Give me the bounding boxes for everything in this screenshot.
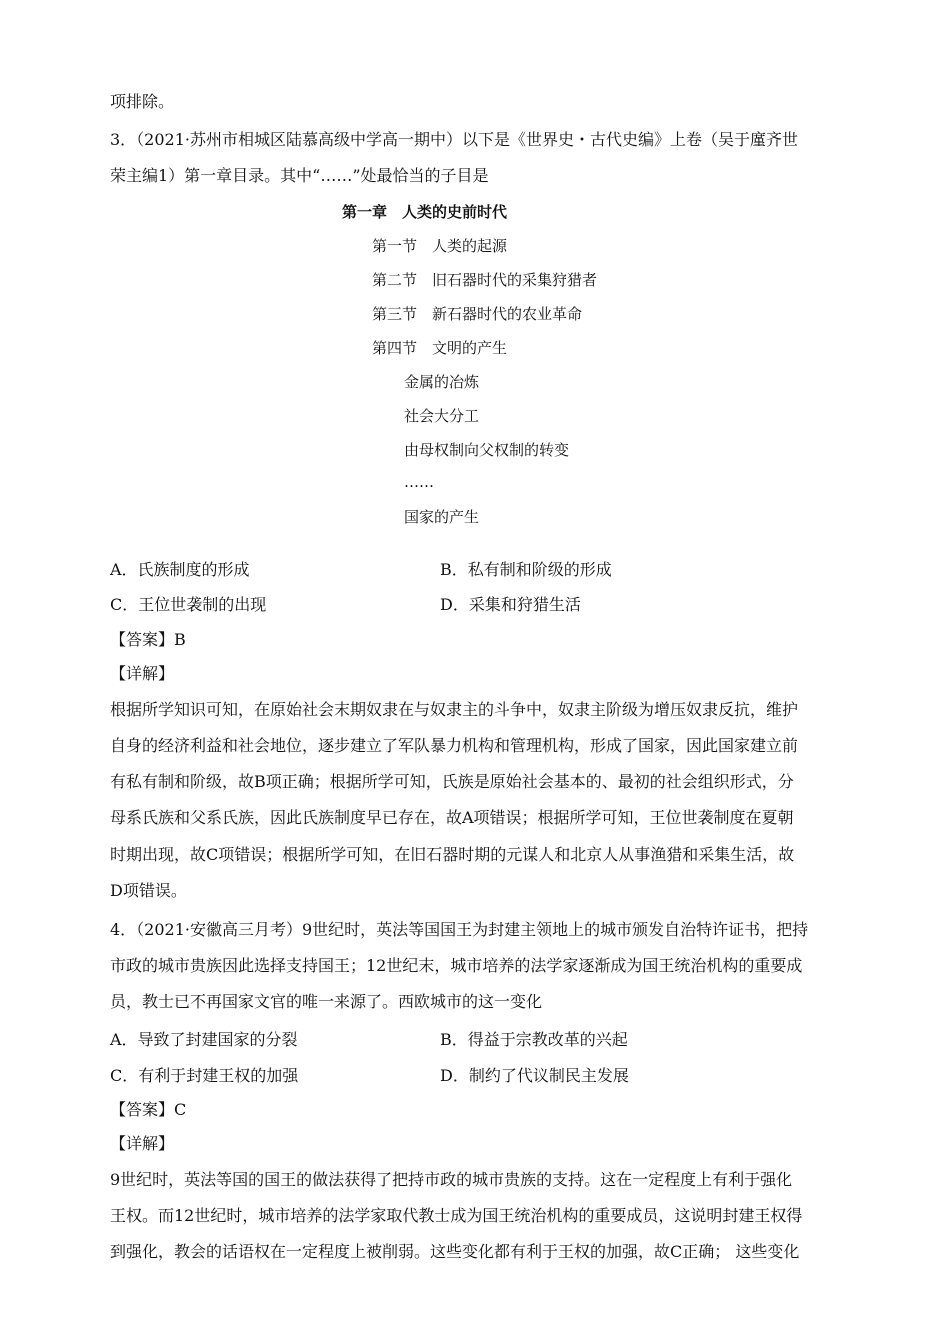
q3-detail-line: D项错误。 (110, 881, 187, 900)
q3-detail-line: 有私有制和阶级，故B项正确；根据所学可知，氏族是原始社会基本的、最初的社会组织形式，分 (110, 772, 794, 791)
toc-subitem: 国家的产生 (404, 508, 480, 526)
q4-option-a: A．导致了封建国家的分裂 (110, 1030, 298, 1049)
toc-subitem: 社会大分工 (404, 407, 480, 425)
q3-stem-line-1: 3．（2021·苏州市相城区陆慕高级中学高一期中）以下是《世界史・古代史编》上卷（吴于廑齐世 (110, 130, 798, 149)
q3-option-b: B．私有制和阶级的形成 (440, 560, 612, 579)
q3-detail-line: 母系氏族和父系氏族，因此氏族制度早已存在，故A项错误；根据所学可知，王位世袭制度在夏朝 (110, 808, 794, 827)
q4-option-c: C．有利于封建王权的加强 (110, 1066, 299, 1085)
q4-stem-line: 员，教士已不再国家文官的唯一来源了。西欧城市的这一变化 (110, 992, 543, 1011)
q4-answer: 【答案】C (110, 1100, 187, 1119)
q3-detail-line: 自身的经济利益和社会地位，逐步建立了军队暴力机构和管理机构，形成了国家，因此国家建立前 (110, 736, 799, 755)
q4-option-b: B．得益于宗教改革的兴起 (440, 1030, 628, 1049)
toc-subitem: 由母权制向父权制的转变 (404, 441, 570, 459)
carryover-line: 项排除。 (110, 92, 175, 111)
toc-subitem: 金属的冶炼 (404, 373, 480, 391)
q3-detail-line: 时期出现，故C项错误；根据所学可知，在旧石器时期的元谋人和北京人从事渔猎和采集生活，故 (110, 845, 795, 864)
q4-stem-line: 市政的城市贵族因此选择支持国王；12世纪末，城市培养的法学家逐渐成为国王统治机构的重要成 (110, 956, 803, 975)
q4-option-d: D．制约了代议制民主发展 (440, 1066, 629, 1085)
q4-stem-line: 4．（2021·安徽高三月考）9世纪时，英法等国国王为封建主领地上的城市颁发自治特许证书，把持 (110, 920, 809, 939)
q4-detail-line: 到强化，教会的话语权在一定程度上被削弱。这些变化都有利于王权的加强，故C正确； 这些变化 (110, 1242, 800, 1261)
toc-section-4: 第四节 文明的产生 (372, 339, 508, 357)
toc-section-2: 第二节 旧石器时代的采集狩猎者 (372, 271, 598, 289)
q4-detail-label: 【详解】 (110, 1134, 175, 1153)
q3-detail-label: 【详解】 (110, 664, 175, 683)
q3-option-a: A．氏族制度的形成 (110, 560, 250, 579)
q3-stem-line-2: 荣主编1）第一章目录。其中“……”处最恰当的子目是 (110, 166, 489, 185)
q3-option-d: D．采集和狩猎生活 (440, 595, 581, 614)
q3-answer: 【答案】B (110, 630, 186, 649)
toc-subitem-ellipsis: …… (404, 473, 434, 491)
toc-section-1: 第一节 人类的起源 (372, 237, 508, 255)
q4-detail-line: 王权。而12世纪时，城市培养的法学家取代教士成为国王统治机构的重要成员，这说明封建王权得 (110, 1206, 803, 1225)
toc-chapter-title: 第一章 人类的史前时代 (342, 203, 508, 221)
q3-detail-line: 根据所学知识可知，在原始社会末期奴隶在与奴隶主的斗争中，奴隶主阶级为增压奴隶反抗，维护 (110, 700, 799, 719)
q4-detail-line: 9世纪时，英法等国的国王的做法获得了把持市政的城市贵族的支持。这在一定程度上有利于强化 (110, 1170, 793, 1189)
q3-option-c: C．王位世袭制的出现 (110, 595, 267, 614)
toc-section-3: 第三节 新石器时代的农业革命 (372, 305, 583, 323)
